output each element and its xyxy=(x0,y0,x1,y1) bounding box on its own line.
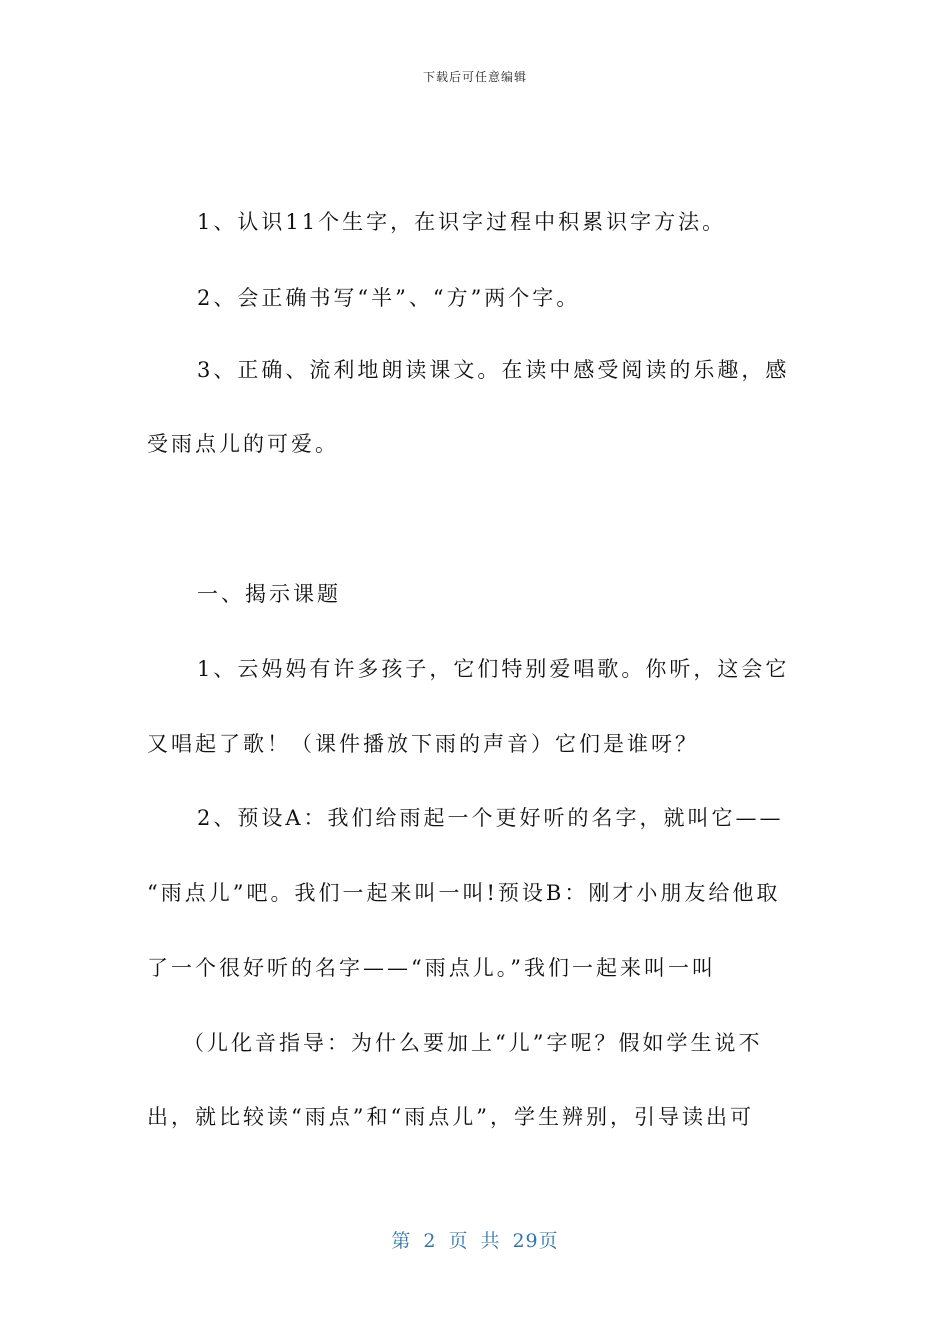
footer-total-label: 共 xyxy=(480,1230,501,1252)
footer-current-page: 2 xyxy=(423,1230,437,1252)
page-number-footer xyxy=(0,1226,950,1253)
paragraph-2-line-2: “雨点儿”吧。我们一起来叫一叫!预设B：刚才小朋友给他取 xyxy=(147,881,781,905)
objective-3-line-2: 受雨点儿的可爱。 xyxy=(147,432,339,456)
paragraph-3-line-2: 出，就比较读“雨点”和“雨点儿”，学生辨别，引导读出可 xyxy=(147,1105,754,1129)
footer-page-label: 第 xyxy=(391,1230,412,1252)
footer-unit-label: 页 xyxy=(448,1230,469,1252)
objective-1: 1、认识11个生字，在识字过程中积累识字方法。 xyxy=(197,210,727,234)
header-note: 下载后可任意编辑 xyxy=(422,70,527,84)
section-title: 一、揭示课题 xyxy=(197,582,341,606)
paragraph-3-line-1: （儿化音指导：为什么要加上“儿”字呢？假如学生说不 xyxy=(183,1031,763,1055)
paragraph-2-line-3: 了一个很好听的名字——“雨点儿。”我们一起来叫一叫 xyxy=(147,956,716,980)
objective-2: 2、会正确书写“半”、“方”两个字。 xyxy=(197,286,581,310)
footer-total-pages: 29页 xyxy=(512,1230,559,1252)
objective-3-line-1: 3、正确、流利地朗读课文。在读中感受阅读的乐趣，感 xyxy=(197,358,790,382)
paragraph-2-line-1: 2、预设A：我们给雨起一个更好听的名字，就叫它—— xyxy=(197,806,784,830)
paragraph-1-line-2: 又唱起了歌！（课件播放下雨的声音）它们是谁呀？ xyxy=(147,732,699,756)
paragraph-1-line-1: 1、云妈妈有许多孩子，它们特别爱唱歌。你听，这会它 xyxy=(197,657,790,681)
